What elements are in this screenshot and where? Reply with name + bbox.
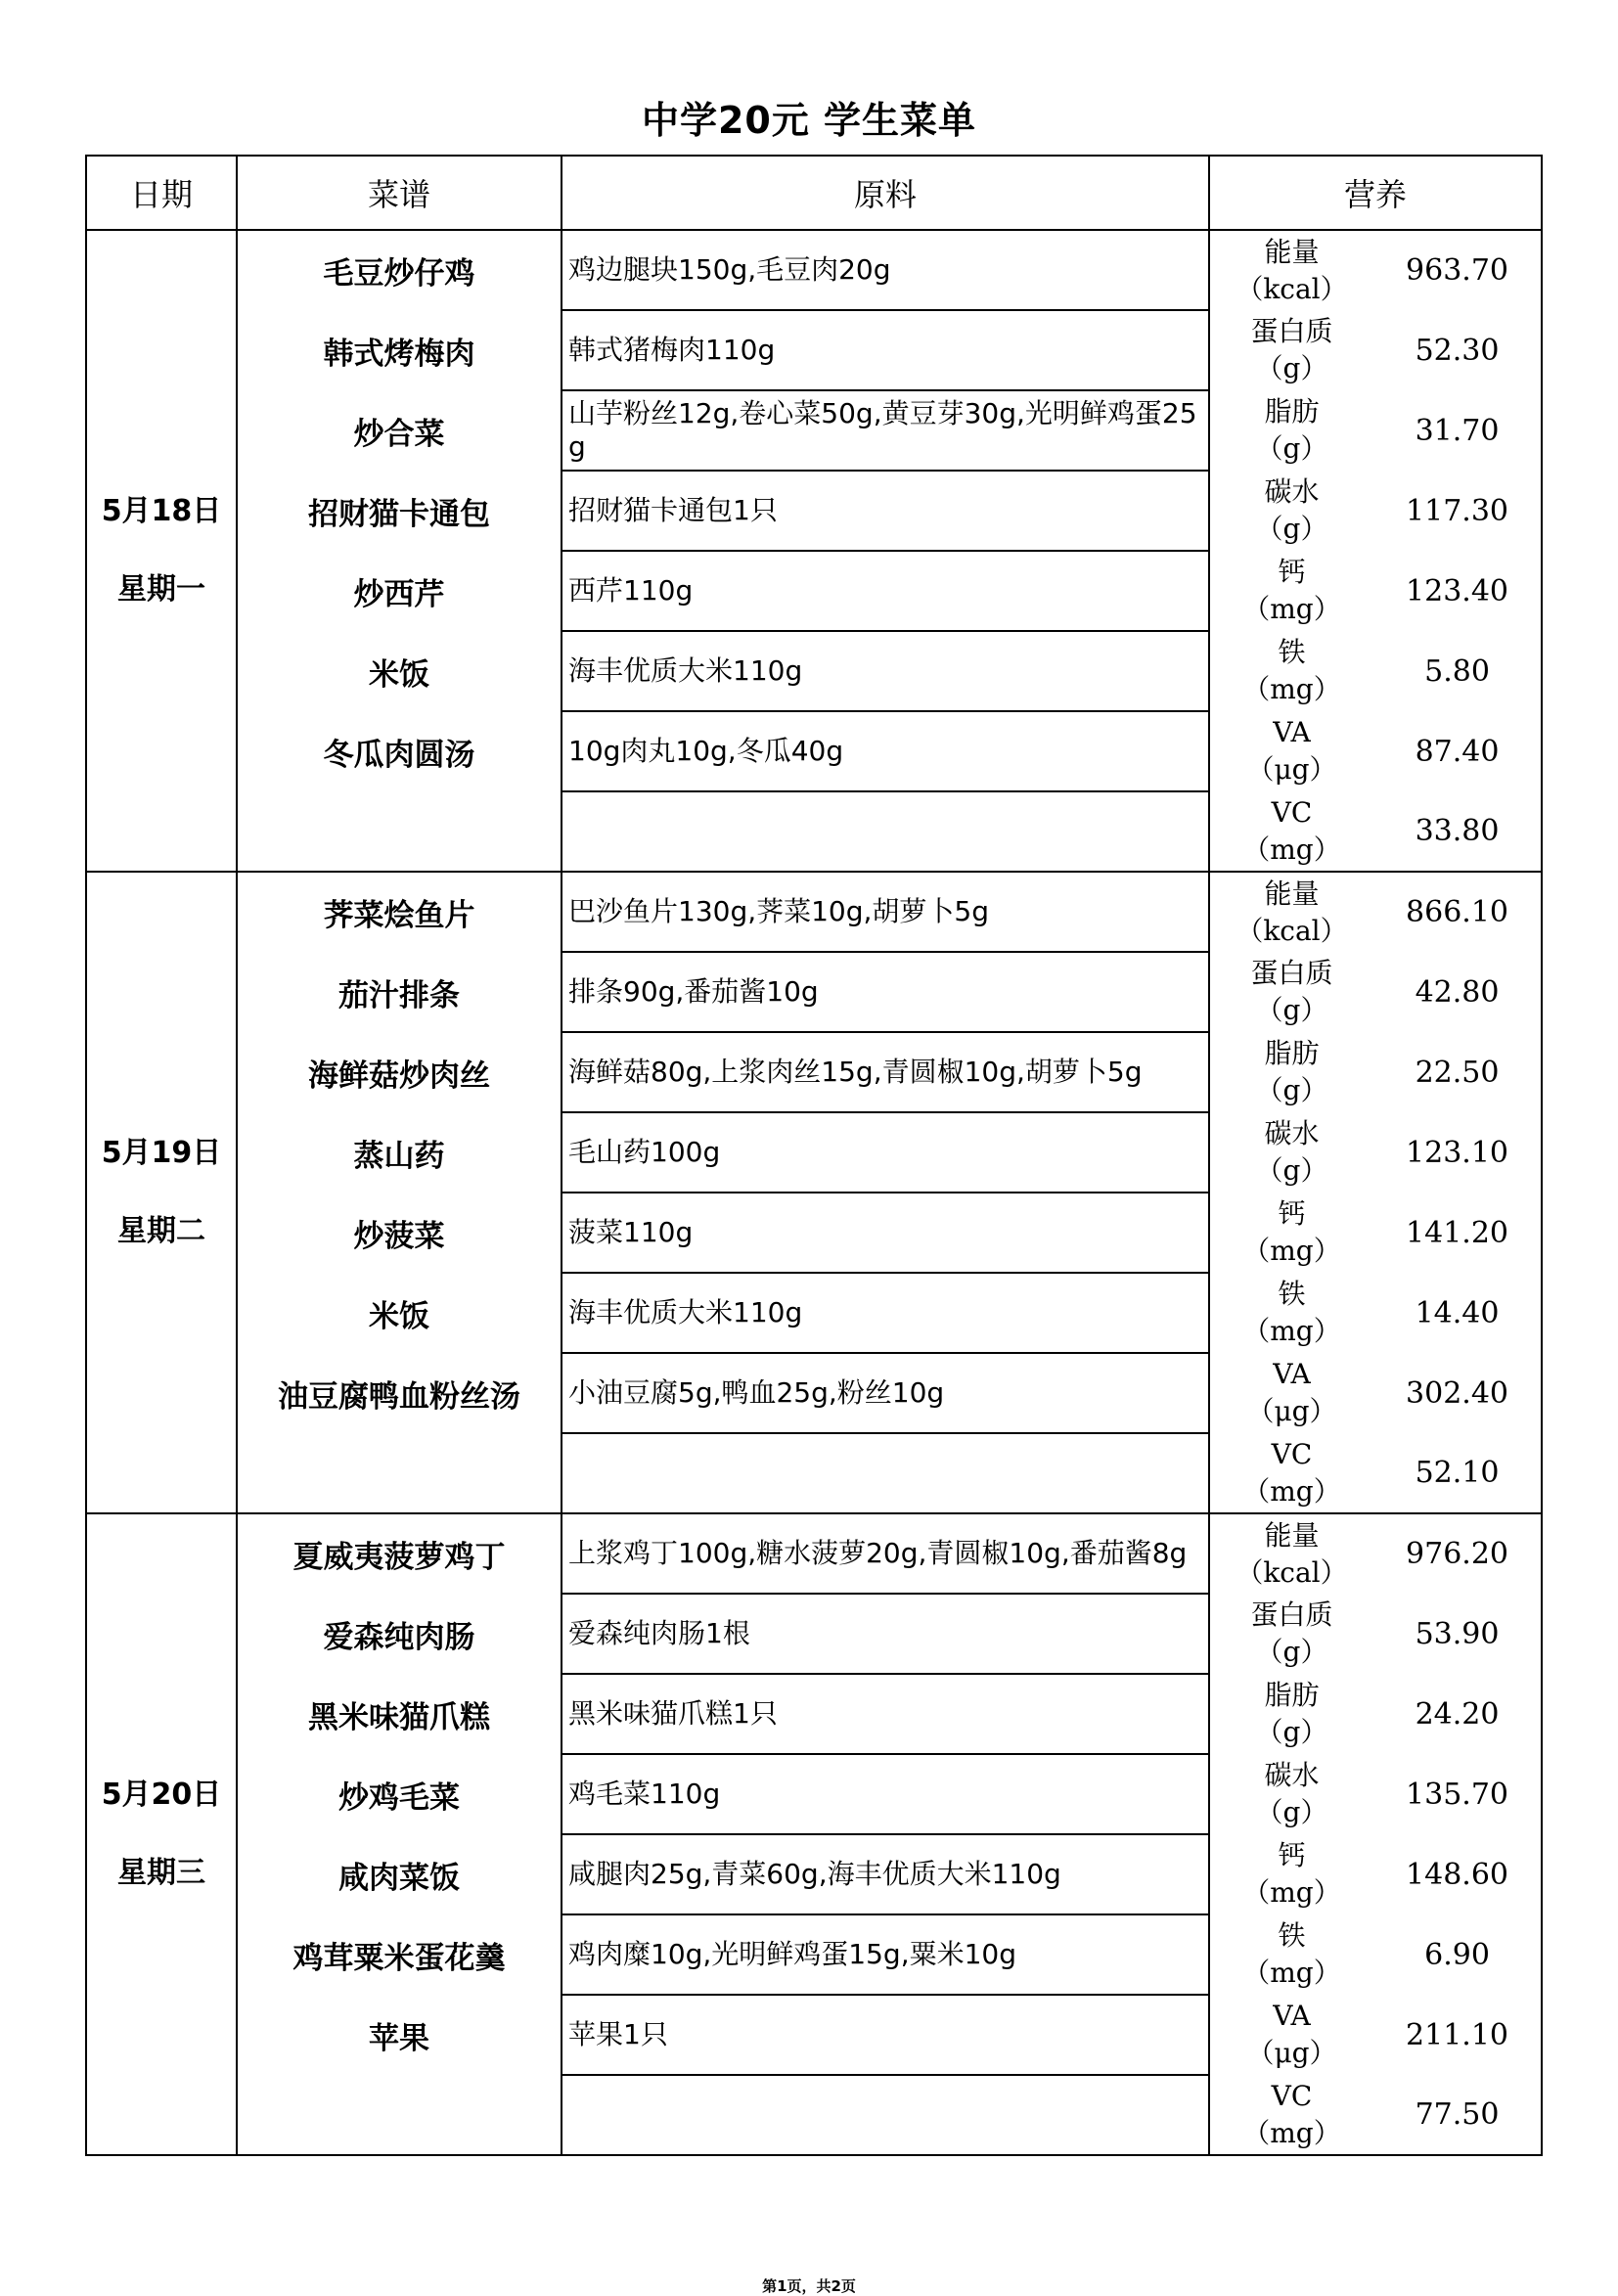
table-row: [86, 1754, 1542, 1834]
dish-name: 米饭: [237, 631, 562, 711]
dish-ingredients: 巴沙鱼片130g,荠菜10g,胡萝卜5g: [562, 872, 1209, 952]
nutrient-name: 碳水: [1264, 1759, 1320, 1791]
nutrient-value: 866.10: [1373, 872, 1542, 952]
nutrient-value: 33.80: [1373, 791, 1542, 872]
header-dish: 菜谱: [237, 156, 562, 230]
nutrient-label: [1209, 791, 1373, 872]
day-date: 5月19日: [101, 1136, 222, 1170]
dish-ingredients: 毛山药100g: [562, 1112, 1209, 1193]
table-row: [86, 1032, 1542, 1112]
nutrient-name: VC: [1271, 795, 1313, 829]
dish-name: [237, 2075, 562, 2155]
table-row: [86, 1193, 1542, 1273]
dish-ingredients: 山芋粉丝12g,卷心菜50g,黄豆芽30g,光明鲜鸡蛋25g: [562, 390, 1209, 471]
day-date-cell: [86, 230, 237, 872]
table-row: [86, 711, 1542, 791]
nutrient-label: [1209, 711, 1373, 791]
dish-ingredients: 小油豆腐5g,鸭血25g,粉丝10g: [562, 1353, 1209, 1433]
table-row: [86, 1914, 1542, 1995]
nutrient-unit: （μg）: [1246, 2037, 1337, 2069]
nutrient-label: [1209, 1193, 1373, 1273]
nutrient-value: 123.10: [1373, 1112, 1542, 1193]
dish-ingredients: 海丰优质大米110g: [562, 631, 1209, 711]
dish-ingredients: 上浆鸡丁100g,糖水菠萝20g,青圆椒10g,番茄酱8g: [562, 1513, 1209, 1594]
table-row: [86, 1834, 1542, 1914]
table-row: [86, 1112, 1542, 1193]
dish-ingredients: 排条90g,番茄酱10g: [562, 952, 1209, 1032]
dish-name: 米饭: [237, 1273, 562, 1353]
nutrient-name: 碳水: [1264, 475, 1320, 508]
dish-name: 冬瓜肉圆汤: [237, 711, 562, 791]
nutrient-value: 53.90: [1373, 1594, 1542, 1674]
nutrient-name: 能量: [1264, 877, 1320, 910]
table-row: [86, 1594, 1542, 1674]
dish-ingredients: 西芹110g: [562, 551, 1209, 631]
nutrient-unit: （mg）: [1242, 593, 1341, 625]
nutrient-name: 脂肪: [1264, 1679, 1320, 1711]
nutrient-unit: （g）: [1255, 994, 1328, 1026]
dish-ingredients: 鸡肉糜10g,光明鲜鸡蛋15g,粟米10g: [562, 1914, 1209, 1995]
nutrient-label: [1209, 631, 1373, 711]
dish-name: [237, 791, 562, 872]
dish-ingredients: [562, 2075, 1209, 2155]
nutrient-unit: （mg）: [1242, 1235, 1341, 1267]
nutrient-label: [1209, 1032, 1373, 1112]
dish-name: 炒西芹: [237, 551, 562, 631]
nutrient-label: [1209, 230, 1373, 310]
nutrient-label: [1209, 2075, 1373, 2155]
table-row: [86, 390, 1542, 471]
nutrient-value: 6.90: [1373, 1914, 1542, 1995]
dish-ingredients: 海鲜菇80g,上浆肉丝15g,青圆椒10g,胡萝卜5g: [562, 1032, 1209, 1112]
dish-name: 蒸山药: [237, 1112, 562, 1193]
dish-ingredients: 海丰优质大米110g: [562, 1273, 1209, 1353]
dish-name: 夏威夷菠萝鸡丁: [237, 1513, 562, 1594]
nutrient-unit: （mg）: [1242, 2116, 1341, 2149]
nutrient-unit: （g）: [1255, 1636, 1328, 1668]
table-row: [86, 1674, 1542, 1754]
dish-name: 黑米味猫爪糕: [237, 1674, 562, 1754]
nutrient-name: VC: [1271, 1437, 1313, 1470]
nutrient-label: [1209, 1754, 1373, 1834]
nutrient-name: 脂肪: [1264, 1037, 1320, 1069]
nutrient-value: 22.50: [1373, 1032, 1542, 1112]
nutrient-value: 148.60: [1373, 1834, 1542, 1914]
nutrient-value: 5.80: [1373, 631, 1542, 711]
dish-ingredients: [562, 791, 1209, 872]
table-row: [86, 952, 1542, 1032]
day-weekday: 星期一: [117, 572, 205, 607]
nutrient-value: 77.50: [1373, 2075, 1542, 2155]
dish-name: 炒菠菜: [237, 1193, 562, 1273]
table-row: [86, 2075, 1542, 2155]
menu-table: [85, 155, 1543, 2156]
nutrient-label: [1209, 1433, 1373, 1513]
header-row: [86, 156, 1542, 230]
header-nutrition: 营养: [1209, 156, 1542, 230]
nutrient-unit: （mg）: [1242, 1876, 1341, 1909]
day-date: 5月18日: [101, 494, 222, 528]
nutrient-name: 铁: [1278, 1278, 1306, 1310]
nutrient-unit: （g）: [1255, 1154, 1328, 1187]
dish-name: 毛豆炒仔鸡: [237, 230, 562, 310]
nutrient-name: 碳水: [1264, 1117, 1320, 1149]
table-row: [86, 791, 1542, 872]
nutrient-label: [1209, 952, 1373, 1032]
nutrient-unit: （mg）: [1242, 1957, 1341, 1989]
nutrient-value: 123.40: [1373, 551, 1542, 631]
nutrient-label: [1209, 1674, 1373, 1754]
nutrient-name: 钙: [1278, 1839, 1306, 1871]
nutrient-name: 铁: [1278, 1919, 1306, 1952]
dish-name: 炒鸡毛菜: [237, 1754, 562, 1834]
nutrient-value: 52.10: [1373, 1433, 1542, 1513]
nutrient-name: 蛋白质: [1250, 315, 1333, 347]
nutrient-value: 117.30: [1373, 471, 1542, 551]
nutrient-label: [1209, 551, 1373, 631]
dish-name: 荠菜烩鱼片: [237, 872, 562, 952]
nutrient-label: [1209, 1594, 1373, 1674]
nutrient-name: 蛋白质: [1250, 1598, 1333, 1631]
dish-name: 油豆腐鸭血粉丝汤: [237, 1353, 562, 1433]
nutrient-label: [1209, 1353, 1373, 1433]
page-title: 中学20元 学生菜单: [641, 99, 977, 142]
dish-name: 韩式烤梅肉: [237, 310, 562, 390]
dish-ingredients: 10g肉丸10g,冬瓜40g: [562, 711, 1209, 791]
table-row: [86, 230, 1542, 310]
nutrient-value: 963.70: [1373, 230, 1542, 310]
header-date: 日期: [86, 156, 237, 230]
nutrient-value: 14.40: [1373, 1273, 1542, 1353]
nutrient-name: 钙: [1278, 556, 1306, 588]
table-row: [86, 872, 1542, 952]
dish-name: 海鲜菇炒肉丝: [237, 1032, 562, 1112]
dish-name: 苹果: [237, 1995, 562, 2075]
nutrient-label: [1209, 1273, 1373, 1353]
table-row: [86, 1353, 1542, 1433]
table-row: [86, 1273, 1542, 1353]
dish-ingredients: 韩式猪梅肉110g: [562, 310, 1209, 390]
dish-name: 爱森纯肉肠: [237, 1594, 562, 1674]
nutrient-value: 135.70: [1373, 1754, 1542, 1834]
nutrient-value: 976.20: [1373, 1513, 1542, 1594]
nutrient-label: [1209, 310, 1373, 390]
menu-body: [86, 230, 1542, 2155]
dish-name: [237, 1433, 562, 1513]
nutrient-unit: （μg）: [1246, 1395, 1337, 1427]
nutrient-label: [1209, 390, 1373, 471]
nutrient-label: [1209, 1834, 1373, 1914]
header-ingredients: 原料: [562, 156, 1209, 230]
table-row: [86, 471, 1542, 551]
nutrient-name: 蛋白质: [1250, 957, 1333, 989]
nutrient-name: 铁: [1278, 636, 1306, 668]
nutrient-unit: （kcal）: [1236, 1555, 1348, 1589]
nutrient-unit: （g）: [1255, 1074, 1328, 1106]
nutrient-name: 脂肪: [1264, 395, 1320, 428]
dish-ingredients: 黑米味猫爪糕1只: [562, 1674, 1209, 1754]
nutrient-name: 能量: [1264, 1518, 1320, 1552]
dish-name: 茄汁排条: [237, 952, 562, 1032]
nutrient-unit: （g）: [1255, 432, 1328, 465]
table-row: [86, 631, 1542, 711]
nutrient-value: 42.80: [1373, 952, 1542, 1032]
dish-ingredients: 爱森纯肉肠1根: [562, 1594, 1209, 1674]
nutrient-label: [1209, 872, 1373, 952]
nutrient-value: 31.70: [1373, 390, 1542, 471]
nutrient-unit: （μg）: [1246, 753, 1337, 786]
table-row: [86, 551, 1542, 631]
page-footer: 第1页，共2页: [762, 2277, 856, 2295]
nutrient-unit: （mg）: [1242, 673, 1341, 705]
nutrient-value: 211.10: [1373, 1995, 1542, 2075]
nutrient-value: 141.20: [1373, 1193, 1542, 1273]
nutrient-name: VC: [1271, 2079, 1313, 2112]
dish-ingredients: 苹果1只: [562, 1995, 1209, 2075]
nutrient-unit: （mg）: [1242, 833, 1341, 866]
day-weekday: 星期三: [117, 1856, 205, 1890]
dish-name: 招财猫卡通包: [237, 471, 562, 551]
table-row: [86, 1995, 1542, 2075]
nutrient-name: 钙: [1278, 1197, 1306, 1230]
nutrient-name: VA: [1273, 2000, 1311, 2032]
dish-ingredients: 鸡毛菜110g: [562, 1754, 1209, 1834]
day-date: 5月20日: [101, 1778, 222, 1812]
nutrient-unit: （mg）: [1242, 1474, 1341, 1508]
nutrient-label: [1209, 1995, 1373, 2075]
dish-name: 咸肉菜饭: [237, 1834, 562, 1914]
table-row: [86, 1433, 1542, 1513]
nutrient-value: 52.30: [1373, 310, 1542, 390]
nutrient-unit: （mg）: [1242, 1315, 1341, 1347]
dish-name: 炒合菜: [237, 390, 562, 471]
day-date-cell: [86, 872, 237, 1513]
nutrient-unit: （g）: [1255, 513, 1328, 545]
nutrient-unit: （g）: [1255, 1716, 1328, 1748]
nutrient-name: 能量: [1264, 235, 1320, 268]
nutrient-label: [1209, 1513, 1373, 1594]
nutrient-label: [1209, 1914, 1373, 1995]
nutrient-unit: （kcal）: [1236, 272, 1348, 305]
nutrient-name: VA: [1273, 1358, 1311, 1390]
dish-ingredients: [562, 1433, 1209, 1513]
nutrient-unit: （g）: [1255, 1796, 1328, 1828]
nutrient-name: VA: [1273, 716, 1311, 748]
nutrient-value: 24.20: [1373, 1674, 1542, 1754]
dish-ingredients: 鸡边腿块150g,毛豆肉20g: [562, 230, 1209, 310]
nutrient-label: [1209, 471, 1373, 551]
dish-ingredients: 招财猫卡通包1只: [562, 471, 1209, 551]
table-row: [86, 1513, 1542, 1594]
table-row: [86, 310, 1542, 390]
dish-ingredients: 咸腿肉25g,青菜60g,海丰优质大米110g: [562, 1834, 1209, 1914]
day-weekday: 星期二: [117, 1214, 205, 1248]
nutrient-value: 302.40: [1373, 1353, 1542, 1433]
nutrient-unit: （kcal）: [1236, 914, 1348, 947]
nutrient-unit: （g）: [1255, 352, 1328, 384]
day-date-cell: [86, 1513, 237, 2155]
nutrient-label: [1209, 1112, 1373, 1193]
dish-ingredients: 菠菜110g: [562, 1193, 1209, 1273]
nutrient-value: 87.40: [1373, 711, 1542, 791]
dish-name: 鸡茸粟米蛋花羹: [237, 1914, 562, 1995]
